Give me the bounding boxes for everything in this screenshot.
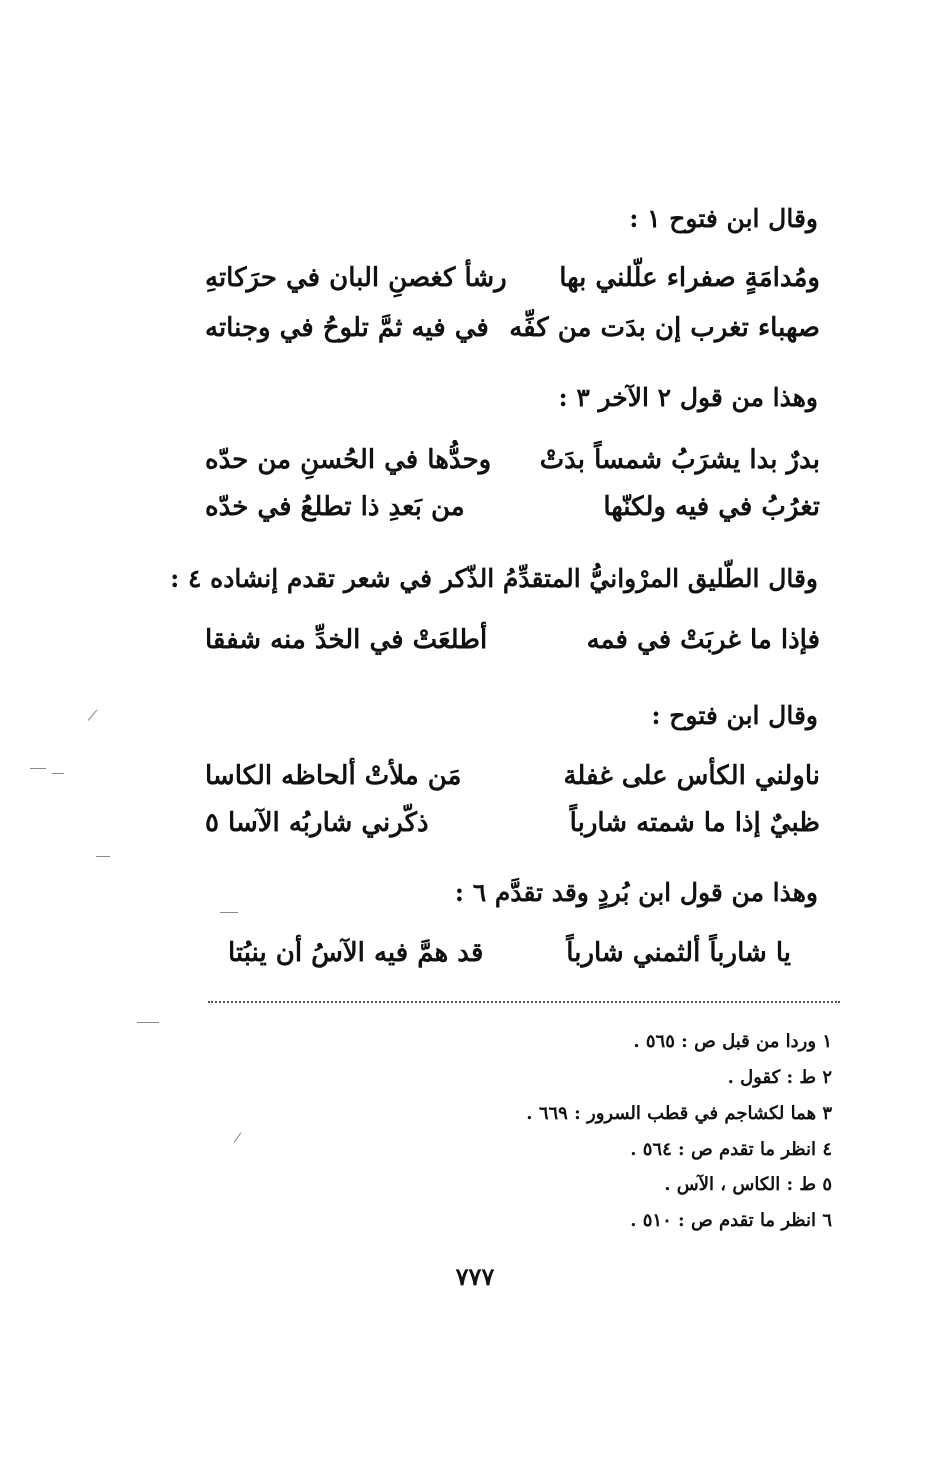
scan-mark: [220, 912, 238, 913]
verse-7-second-hemistich: ذكّرني شاربُه الآسا ٥: [205, 808, 429, 838]
intro-line-2: وهذا من قول ٢ الآخر ٣ :: [558, 383, 818, 412]
intro-line-5: وهذا من قول ابن بُردٍ وقد تقدَّم ٦ :: [454, 878, 818, 907]
scan-mark: [52, 773, 64, 774]
footnote-4: ٤ انظر ما تقدم ص : ٥٦٤ .: [630, 1139, 832, 1160]
verse-line-8: [228, 940, 791, 966]
footnote-3: ٣ هما لكشاجم في قطب السرور : ٦٦٩ .: [526, 1103, 832, 1124]
intro-line-4: وقال ابن فتوح :: [651, 701, 818, 730]
verse-1-second-hemistich: رشأ كغصنِ البان في حرَكاتهِ: [205, 263, 507, 293]
verse-4-second-hemistich: من بَعدِ ذا تطلعُ في خدّه: [205, 492, 465, 522]
scan-mark: [88, 709, 98, 720]
footnote-2: ٢ ط : كقول .: [727, 1067, 832, 1088]
verse-3-second-hemistich: وحدُّها في الحُسنِ من حدّه: [205, 445, 492, 475]
verse-6-second-hemistich: مَن ملأتْ ألحاظه الكاسا: [205, 761, 462, 791]
verse-1-first-hemistich: ومُدامَةٍ صفراء علّلني بها: [559, 263, 820, 293]
verse-line-1: [205, 265, 820, 291]
verse-5-first-hemistich: فإذا ما غربَتْ في فمه: [586, 625, 820, 655]
footnote-separator: [208, 1001, 840, 1003]
verse-5-second-hemistich: أطلعَتْ في الخدِّ منه شفقا: [205, 625, 488, 655]
verse-line-4: [205, 494, 820, 520]
verse-line-7: [205, 810, 820, 836]
scan-mark: [234, 1132, 242, 1142]
verse-3-first-hemistich: بدرٌ بدا يشرَبُ شمساً بدَتْ: [539, 445, 820, 475]
verse-8-first-hemistich: يا شارباً ألثمني شارباً: [566, 938, 791, 968]
verse-6-first-hemistich: ناولني الكأس على غفلة: [563, 761, 820, 791]
scan-mark: [96, 856, 110, 857]
intro-line-1: وقال ابن فتوح ١ :: [629, 204, 818, 233]
verse-4-first-hemistich: تغرُبُ في فيه ولكنّها: [603, 492, 820, 522]
verse-2-first-hemistich: صهباء تغرب إن بدَت من كفِّه: [509, 313, 820, 343]
footnote-5: ٥ ط : الكاس ، الآس .: [664, 1174, 832, 1195]
scan-mark: [30, 768, 46, 769]
page-number: ٧٧٧: [455, 1262, 495, 1291]
verse-7-first-hemistich: ظبيٌ إذا ما شمته شارباً: [569, 808, 820, 838]
footnote-1: ١ وردا من قبل ص : ٥٦٥ .: [633, 1031, 832, 1052]
intro-line-3: وقال الطّليق المرْوانيُّ المتقدِّمُ الذّكر في شعر تقدم إنشاده ٤ :: [170, 564, 818, 593]
verse-line-6: [205, 763, 820, 789]
verse-8-second-hemistich: قد همَّ فيه الآسُ أن ينبُتا: [228, 938, 484, 968]
verse-line-3: [205, 447, 820, 473]
verse-line-2: [205, 315, 820, 341]
footnote-6: ٦ انظر ما تقدم ص : ٥١٠ .: [630, 1210, 832, 1231]
verse-line-5: [205, 627, 820, 653]
scan-mark: [137, 1022, 159, 1023]
verse-2-second-hemistich: في فيه ثمَّ تلوحُ في وجناته: [205, 313, 489, 343]
